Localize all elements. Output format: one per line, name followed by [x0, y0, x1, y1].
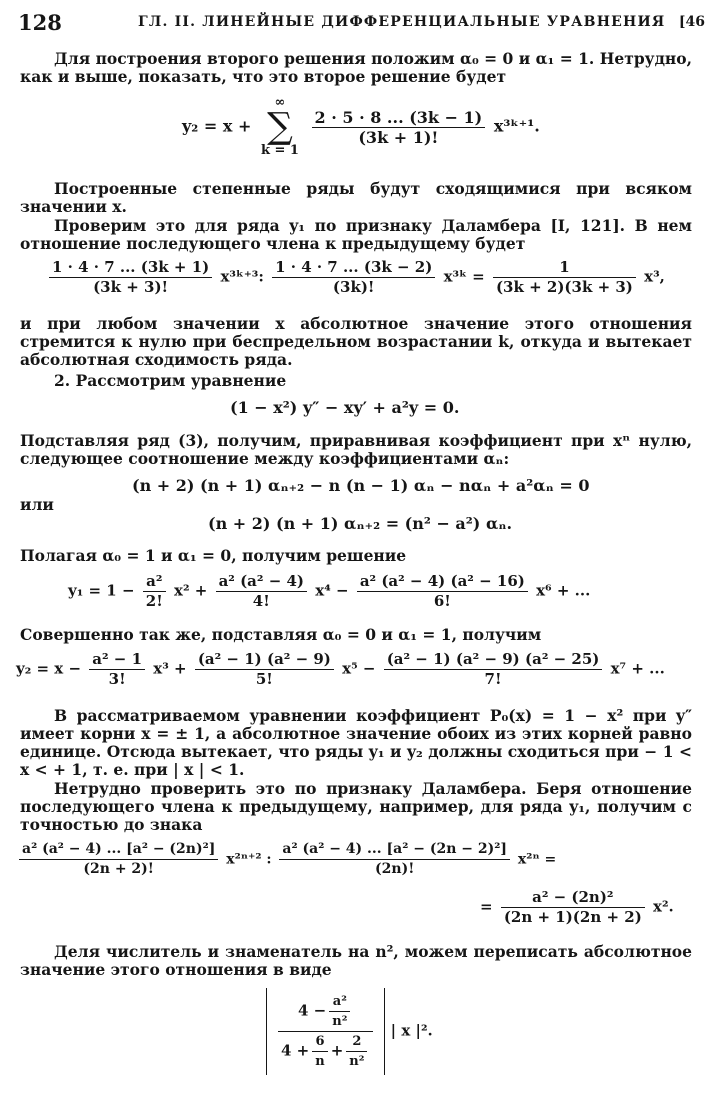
paragraph: или	[20, 495, 54, 514]
equation-recurrence: (n + 2) (n + 1) αₙ₊₂ − n (n − 1) αₙ − nαₙ + a²αₙ = 0	[132, 476, 590, 495]
equation-ratio-test: $\frac{1 \cdot 4 \cdot 7 ... (3k + 1)}{(3k + 3)!}$ x³ᵏ⁺³: $\frac{1 \cdot 4 \cdot 7 ... (3k - 2)}{(3k)!}$ x³ᵏ = $\frac{1}{(3k + 2)(3k + 3)}$ x³,	[46, 258, 665, 297]
paragraph: Подставляя ряд (3), получим, приравнивая коэффициент при xⁿ нулю, следующее соотношение между коэффициентами αₙ:	[20, 431, 692, 468]
equation-y2-solution: y₂ = x − $\frac{\text{a² − 1}}{3!}$ x³ + $\frac{\text{(a² − 1) (a² − 9)}}{5!}$ x⁵ − $\frac{\text{(a² − 1) (a² − 9) (a² − 25)}}{7!}$ x⁷ + ...	[16, 650, 665, 688]
equation-y1-solution: y₁ = 1 − $\frac{\text{a²}}{2!}$ x² + $\frac{\text{a² (a² − 4)}}{4!}$ x⁴ − $\frac{\text{a² (a² − 4) (a² − 16)}}{6!}$ x⁶ + ...	[68, 572, 591, 610]
paragraph: Совершенно так же, подставляя α₀ = 0 и α₁ = 1, получим	[20, 625, 542, 644]
equation-recurrence-simplified: (n + 2) (n + 1) αₙ₊₂ = (n² − a²) αₙ.	[208, 514, 513, 533]
chapter-title: ГЛ. II. ЛИНЕЙНЫЕ ДИФФЕРЕНЦИАЛЬНЫЕ УРАВНЕНИЯ	[138, 14, 666, 30]
equation-ratio-y1: $\frac{\text{a² (a² − 4) ... [a² − (2n)²]}}{(2n + 2)!}$ x²ⁿ⁺² : $\frac{\text{a² (a² − 4) ... [a² − (2n − 2)²]}}{(2n)!}$ x²ⁿ =	[16, 840, 556, 879]
paragraph: Построенные степенные ряды будут сходящимися при всяком значении x.	[20, 179, 692, 216]
page-number: 128	[18, 10, 62, 35]
paragraph: В рассматриваемом уравнении коэффициент P₀(x) = 1 − x² при y″ имеет корни x = ± 1, а абсолютное значение обоих из этих корней равно единице. Отсюда вытекает, что ряды y₁ и y₂ должны сходиться при − 1 < x < + 1, т. е. при | x | < 1.	[20, 706, 692, 779]
paragraph: и при любом значении x абсолютное значение этого отношения стремится к нулю при беспредельном возрастании k, откуда и вытекает абсолютная сходимость ряда.	[20, 314, 692, 369]
paragraph: Деля числитель и знаменатель на n², можем переписать абсолютное значение этого отношения в виде	[20, 942, 692, 979]
running-header	[18, 10, 705, 36]
equation-y2-series: y₂ = x + ∞ ∑ k = 1 $\frac{2 \cdot 5 \cdot 8 ... (3k - 1)}{(3k + 1)!}$ x³ᵏ⁺¹.	[182, 95, 540, 158]
section-number: [46	[678, 14, 705, 30]
paragraph: 2. Рассмотрим уравнение	[54, 371, 287, 390]
equation-chebyshev: (1 − x²) y″ − xy′ + a²y = 0.	[230, 398, 460, 417]
paragraph: Для построения второго решения положим α₀ = 0 и α₁ = 1. Нетрудно, как и выше, показать, что это второе решение будет	[20, 49, 692, 86]
paragraph: Полагая α₀ = 1 и α₁ = 0, получим решение	[20, 546, 407, 565]
equation-absolute-value: 4 − $\frac{\text{a²}}{\text{n²}}$ 4 + $\frac{6}{n}$ + $\frac{2}{\text{n²}}$ | x |².	[266, 988, 433, 1075]
equation-ratio-result: = $\frac{\text{a² − (2n)²}}{(2n + 1)(2n + 2)}$ x².	[480, 888, 674, 926]
paragraph: Нетрудно проверить это по признаку Даламбера. Беря отношение последующего члена к предыдущему, например, для ряда y₁, получим с точностью до знака	[20, 779, 692, 834]
paragraph: Проверим это для ряда y₁ по признаку Даламбера [I, 121]. В нем отношение последующего члена к предыдущему будет	[20, 216, 692, 253]
